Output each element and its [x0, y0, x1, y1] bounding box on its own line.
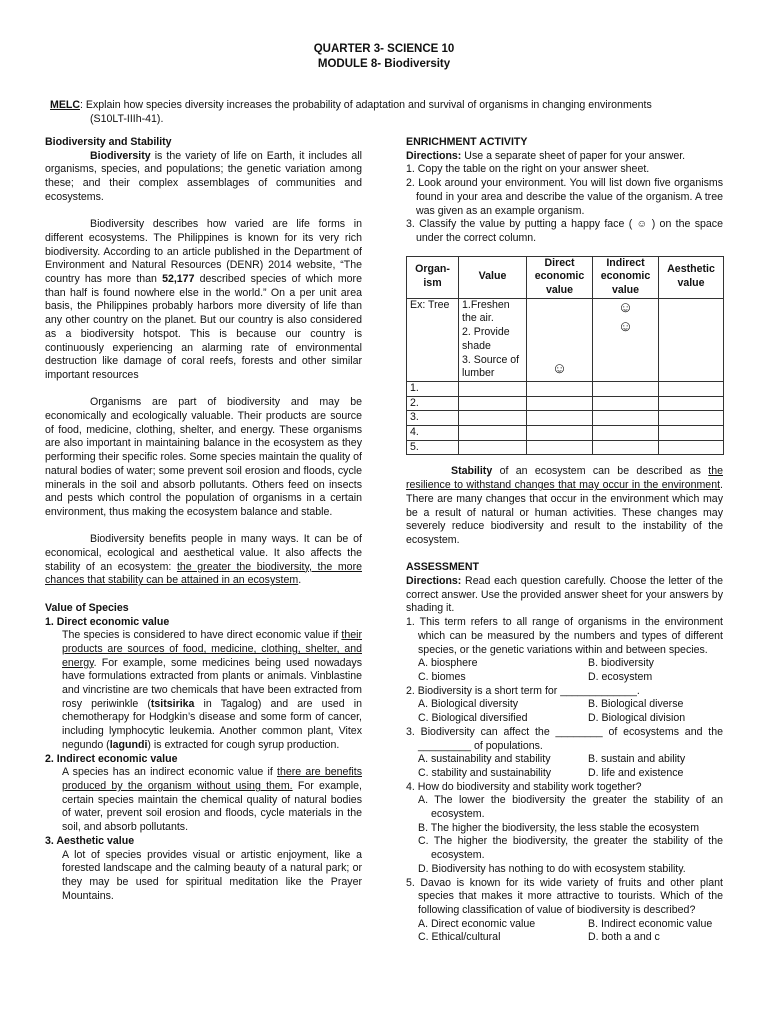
left-column	[45, 136, 362, 903]
subtitle-direct-economic: 1. Direct economic value	[45, 615, 170, 628]
table-row	[407, 396, 724, 411]
text: in Tagalog) and are used in chemotherapy for Hodgkin’s disease and some form of cancer, including lymphocytic leukemia. Another common plant, Vitex negundo (	[62, 697, 363, 751]
example-value-3: 3. Source of lumber	[462, 353, 520, 380]
option: B. Indirect economic value	[588, 917, 713, 930]
option: A. biosphere	[418, 657, 478, 670]
table-row	[407, 381, 724, 396]
melc-code: (S10LT-IIIh-41).	[90, 112, 164, 125]
aesthetic-cell	[659, 298, 724, 381]
option: B. The higher the biodiversity, the less stable the ecosystem	[418, 821, 700, 834]
module-heading: MODULE 8- Biodiversity	[317, 58, 451, 70]
question-4: 4. How do biodiversity and stability work together?	[406, 780, 642, 793]
text: Biodiversity describes how varied are life forms in different ecosystems. The Philippines is known for its very rich biodiversity. According to an article published in the Department of Environment and Natural Resources (DENR) 2014 website, “The country has more than	[45, 218, 362, 286]
option: C. stability and sustainability	[418, 766, 552, 779]
example-organism: Ex: Tree	[407, 298, 459, 381]
text: Read each question carefully. Choose the letter of the correct answer. Use the provided answer sheet for your answers by shading it.	[406, 575, 723, 615]
question-3-options	[406, 753, 723, 767]
paragraph-stability	[406, 465, 723, 547]
melc-text: : Explain how species diversity increases the probability of adaptation and survival of organisms in changing environments	[80, 99, 652, 111]
table-row	[407, 411, 724, 426]
species-count: 52,177	[162, 273, 195, 286]
quarter-heading: QUARTER 3- SCIENCE 10	[313, 43, 455, 55]
text: Use a separate sheet of paper for your answer.	[461, 149, 686, 162]
option: C. Ethical/cultural	[418, 931, 501, 944]
row-number: 2.	[407, 396, 459, 411]
term-biodiversity: Biodiversity	[90, 149, 151, 162]
happy-face-icon: ☺	[617, 298, 634, 316]
question-3: 3. Biodiversity can affect the ________ of ecosystems and the _________ of populations.	[406, 725, 723, 752]
header-organism: Organ-ism	[407, 256, 459, 298]
table-row	[407, 440, 724, 455]
indirect-cell	[593, 298, 659, 381]
option: D. ecosystem	[588, 671, 653, 683]
example-values	[459, 298, 527, 381]
question-1: 1. This term refers to all range of organisms in the environment which can be measured by the numbers and types of different species, or the genetic variations within and between species.	[406, 616, 723, 656]
option: A. The lower the biodiversity the greater the stability of an ecosystem.	[418, 794, 723, 821]
option: A. Biological diversity	[418, 698, 519, 711]
term-lagundi: lagundi	[109, 738, 148, 751]
option: C. Biological diversified	[418, 712, 528, 725]
section-title-enrichment: ENRICHMENT ACTIVITY	[406, 136, 528, 148]
text: Biodiversity benefits people in many ways. It can be of economical, ecological and aesthetical value. It also affects the stability of an ecosystem:	[45, 533, 362, 573]
option: B. Biological diverse	[588, 698, 684, 711]
term-stability: Stability	[451, 465, 493, 478]
text: For example, certain species maintain the chemical quality of natural bodies of water, prevent soil erosion and floods, cycle materials in the soil, and absorb pollutants.	[62, 779, 362, 834]
text: . For example, some medicines being used nowadays have formulations extracted from plants or animals. Vinblastine and vincristine are two chemicals that have been extracted from rosy periwinkle (	[62, 656, 362, 710]
option: D. Biological division	[588, 712, 686, 725]
underlined-text: the greater the biodiversity, the more chances that stability can be attained in an ecosystem	[45, 560, 362, 587]
question-5-options	[406, 918, 723, 932]
step-1: 1. Copy the table on the right on your answer sheet.	[406, 163, 650, 176]
table-row-example	[407, 298, 724, 381]
example-value-1: 1.Freshen the air.	[462, 298, 510, 325]
question-1-options	[406, 657, 723, 671]
enrichment-directions	[406, 150, 723, 164]
term-tsitsirika: tsitsirika	[150, 697, 195, 710]
option: B. biodiversity	[588, 657, 654, 670]
paragraph-biodiversity-definition	[45, 150, 362, 205]
option: C. The higher the biodiversity, the greater the stability of the ecosystem.	[418, 835, 723, 862]
text: is the variety of life on Earth, it includes all organisms, species, and populations; the genetic variation among these; and their complex assemblages of communities and ecosystems.	[45, 149, 362, 203]
right-column	[406, 136, 723, 945]
option: D. life and existence	[588, 766, 684, 779]
option: A. sustainability and stability	[418, 753, 551, 766]
step-3: 3. Classify the value by putting a happy face ( ☺ ) on the space under the correct column.	[406, 218, 723, 244]
paragraph-philippines-biodiversity	[45, 218, 362, 382]
melc-statement	[50, 99, 740, 126]
question-3-options	[406, 767, 723, 781]
happy-face-icon: ☺	[551, 360, 568, 378]
question-2-options	[406, 712, 723, 726]
row-number: 5.	[407, 440, 459, 455]
underlined-text: the resilience to withstand changes that may occur in the environment	[406, 465, 723, 492]
question-2: 2. Biodiversity is a short term for _____________.	[406, 684, 640, 697]
header-aesthetic: Aesthetic value	[659, 256, 724, 298]
paragraph-indirect-economic	[45, 766, 362, 835]
header-direct: Direct economic value	[527, 256, 593, 298]
paragraph-organisms-value: Organisms are part of biodiversity and may be economically and ecologically valuable. Their products are source of food, medicine, clothing, shelter, and energy. These organisms are also important in maintaining balance in the ecosystem as they performing their specific roles. Some species maintain the quality of natural bodies of water; some prevent soil erosion and floods, cycle minerals in the soil and absorb pollutants. Others feed on insects and pests which control the population of organisms in a certain environment, thus making the ecosystem balance and stable.	[45, 396, 362, 518]
text: of an ecosystem can be described as	[492, 465, 709, 478]
header-indirect: Indirect economic value	[593, 256, 659, 298]
question-5: 5. Davao is known for its wide variety of fruits and other plant species that makes it more attractive to tourists. Which of the following classification of value of biodiversity is described?	[406, 876, 723, 916]
paragraph-biodiversity-benefits	[45, 533, 362, 588]
melc-label: MELC	[50, 99, 81, 111]
directions-label: Directions:	[406, 149, 462, 162]
assessment-directions	[406, 575, 723, 616]
paragraph-aesthetic: A lot of species provides visual or artistic enjoyment, like a forested landscape and the calming beauty of a natural park; or they may be used for spiritual meditation like the Prayer Mountains.	[62, 848, 362, 902]
option: D. Biodiversity has nothing to do with ecosystem stability.	[418, 862, 686, 875]
table-row	[407, 426, 724, 441]
enrichment-table	[406, 256, 724, 456]
section-title-assessment: ASSESSMENT	[406, 561, 479, 574]
text: . There are many changes that occur in the environment which may be a result of natural or human activities. These changes may severely reduce biodiversity and result to the instability of the ecosystem.	[406, 479, 723, 546]
text: described species of which more than half is found nowhere else in the world.” On a per unit area basis, the Philippines probably harbors more diversity of life than any other country on the planet. But our country is also considered as a biodiversity hotspot. This is because our country is continuously experiencing an alarming rate of environmental destruction like damage of coral reefs, forests and other similar important resources	[45, 273, 362, 381]
option: C. biomes	[418, 671, 466, 683]
text: A species has an indirect economic value if	[62, 766, 278, 779]
row-number: 1.	[407, 381, 459, 396]
table-header-row	[407, 256, 724, 298]
question-5-options	[406, 931, 723, 945]
example-value-2: 2. Provide shade	[462, 326, 510, 352]
row-number: 3.	[407, 411, 459, 426]
text: ) is extracted for cough syrup production.	[147, 738, 340, 751]
option: B. sustain and ability	[588, 753, 686, 766]
section-title-value-of-species: Value of Species	[45, 601, 129, 614]
option: D. both a and c	[588, 931, 660, 944]
text: The species is considered to have direct economic value if	[62, 629, 342, 642]
paragraph-direct-economic	[45, 629, 362, 752]
question-2-options	[406, 698, 723, 712]
happy-face-icon: ☺	[617, 318, 634, 336]
text: .	[298, 574, 302, 587]
question-1-options	[406, 671, 723, 685]
option: A. Direct economic value	[418, 917, 536, 930]
section-title-biodiversity-stability: Biodiversity and Stability	[45, 136, 172, 148]
underlined-text: there are benefits produced by the organism without using them.	[62, 766, 362, 792]
step-2: 2. Look around your environment. You will list down five organisms found in your area and describe the value of the organism. A tree was given as an example organism.	[406, 177, 723, 217]
direct-cell	[527, 298, 593, 381]
directions-label: Directions:	[406, 575, 462, 588]
underlined-text: their products are sources of food, medicine, clothing, shelter, and energy	[62, 629, 362, 669]
row-number: 4.	[407, 426, 459, 441]
header-value: Value	[459, 256, 527, 298]
subtitle-indirect-economic: 2. Indirect economic value	[45, 752, 178, 765]
subtitle-aesthetic: 3. Aesthetic value	[45, 834, 135, 847]
